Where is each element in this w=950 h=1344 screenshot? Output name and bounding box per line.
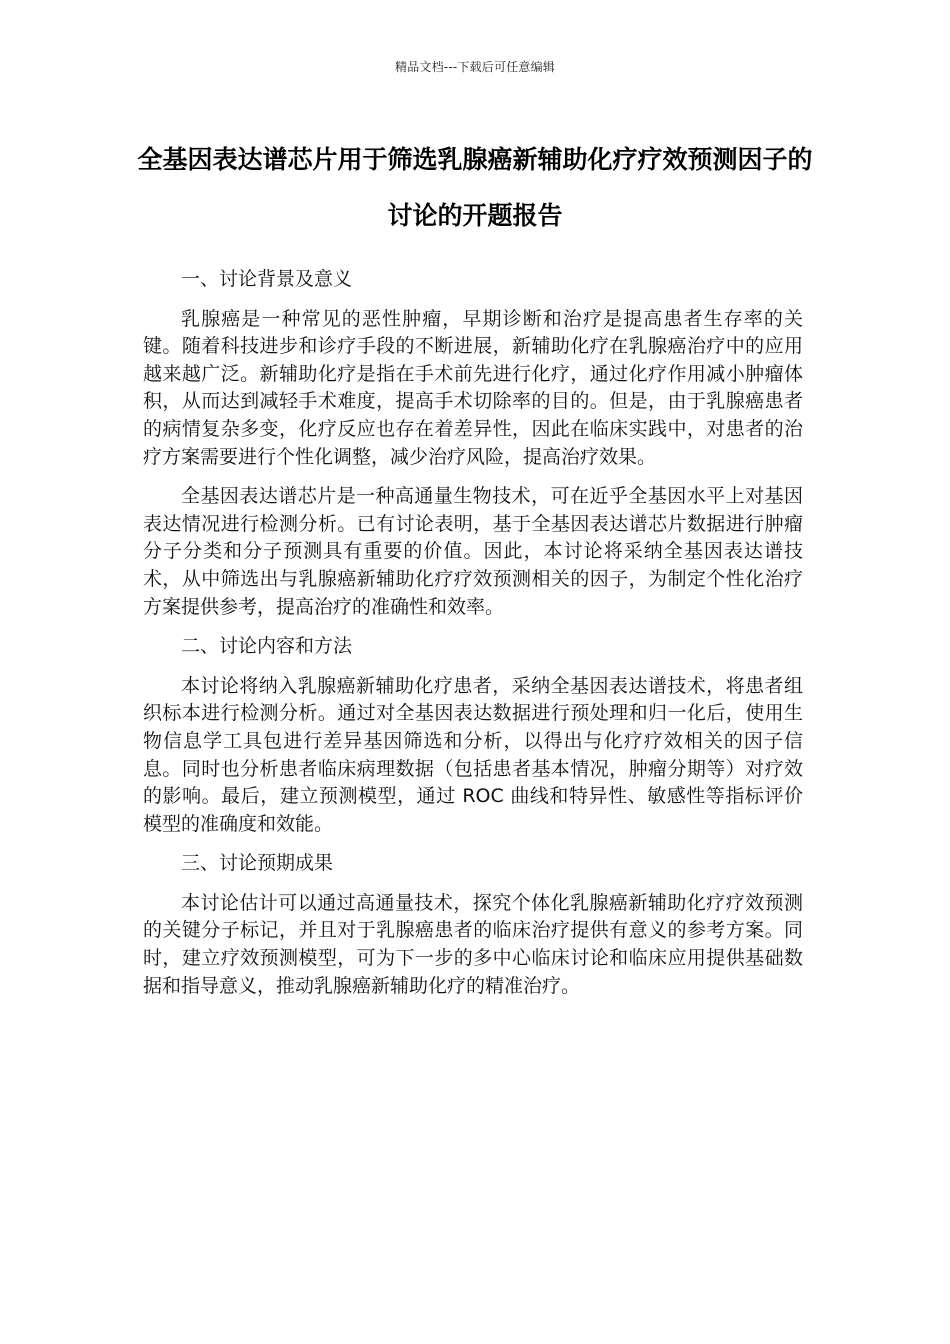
section-expected-results bbox=[143, 850, 803, 1000]
paragraph: 全基因表达谱芯片是一种高通量生物技术，可在近乎全基因水平上对基因表达情况进行检测分析。已有讨论表明，基于全基因表达谱芯片数据进行肿瘤分子分类和分子预测具有重要的价值。因此，本讨论将采纳全基因表达谱技术，从中筛选出与乳腺癌新辅助化疗疗效预测相关的因子，为制定个性化治疗方案提供参考，提高治疗的准确性和效率。 bbox=[143, 485, 803, 618]
section-content-methods bbox=[143, 633, 803, 838]
section-heading: 一、讨论背景及意义 bbox=[181, 268, 353, 290]
paragraph: 本讨论估计可以通过高通量技术，探究个体化乳腺癌新辅助化疗疗效预测的关键分子标记，并且对于乳腺癌患者的临床治疗提供有意义的参考方案。同时，建立疗效预测模型，可为下一步的多中心临床讨论和临床应用提供基础数据和指导意义，推动乳腺癌新辅助化疗的精准治疗。 bbox=[143, 891, 803, 997]
document-title: 全基因表达谱芯片用于筛选乳腺癌新辅助化疗疗效预测因子的讨论的开题报告 bbox=[137, 145, 813, 230]
header-note: 精品文档---下载后可任意编辑 bbox=[395, 60, 555, 74]
section-heading: 三、讨论预期成果 bbox=[181, 852, 334, 875]
paragraph: 本讨论将纳入乳腺癌新辅助化疗患者，采纳全基因表达谱技术，将患者组织标本进行检测分析。通过对全基因表达数据进行预处理和归一化后，使用生物信息学工具包进行差异基因筛选和分析，以得出与化疗疗效相关的因子信息。同时也分析患者临床病理数据（包括患者基本情况，肿瘤分期等）对疗效的影响。最后，建立预测模型，通过 ROC 曲线和特异性、敏感性等指标评价模型的准确度和效能。 bbox=[143, 674, 803, 835]
section-heading: 二、讨论内容和方法 bbox=[181, 635, 353, 658]
paragraph: 乳腺癌是一种常见的恶性肿瘤，早期诊断和治疗是提高患者生存率的关键。随着科技进步和诊疗手段的不断进展，新辅助化疗在乳腺癌治疗中的应用越来越广泛。新辅助化疗是指在手术前先进行化疗，通过化疗作用减小肿瘤体积，从而达到减轻手术难度，提高手术切除率的目的。但是，由于乳腺癌患者的病情复杂多变，化疗反应也存在着差异性，因此在临床实践中，对患者的治疗方案需要进行个性化调整，减少治疗风险，提高治疗效果。 bbox=[143, 307, 803, 468]
document-body bbox=[143, 266, 803, 1012]
section-background bbox=[143, 266, 803, 621]
